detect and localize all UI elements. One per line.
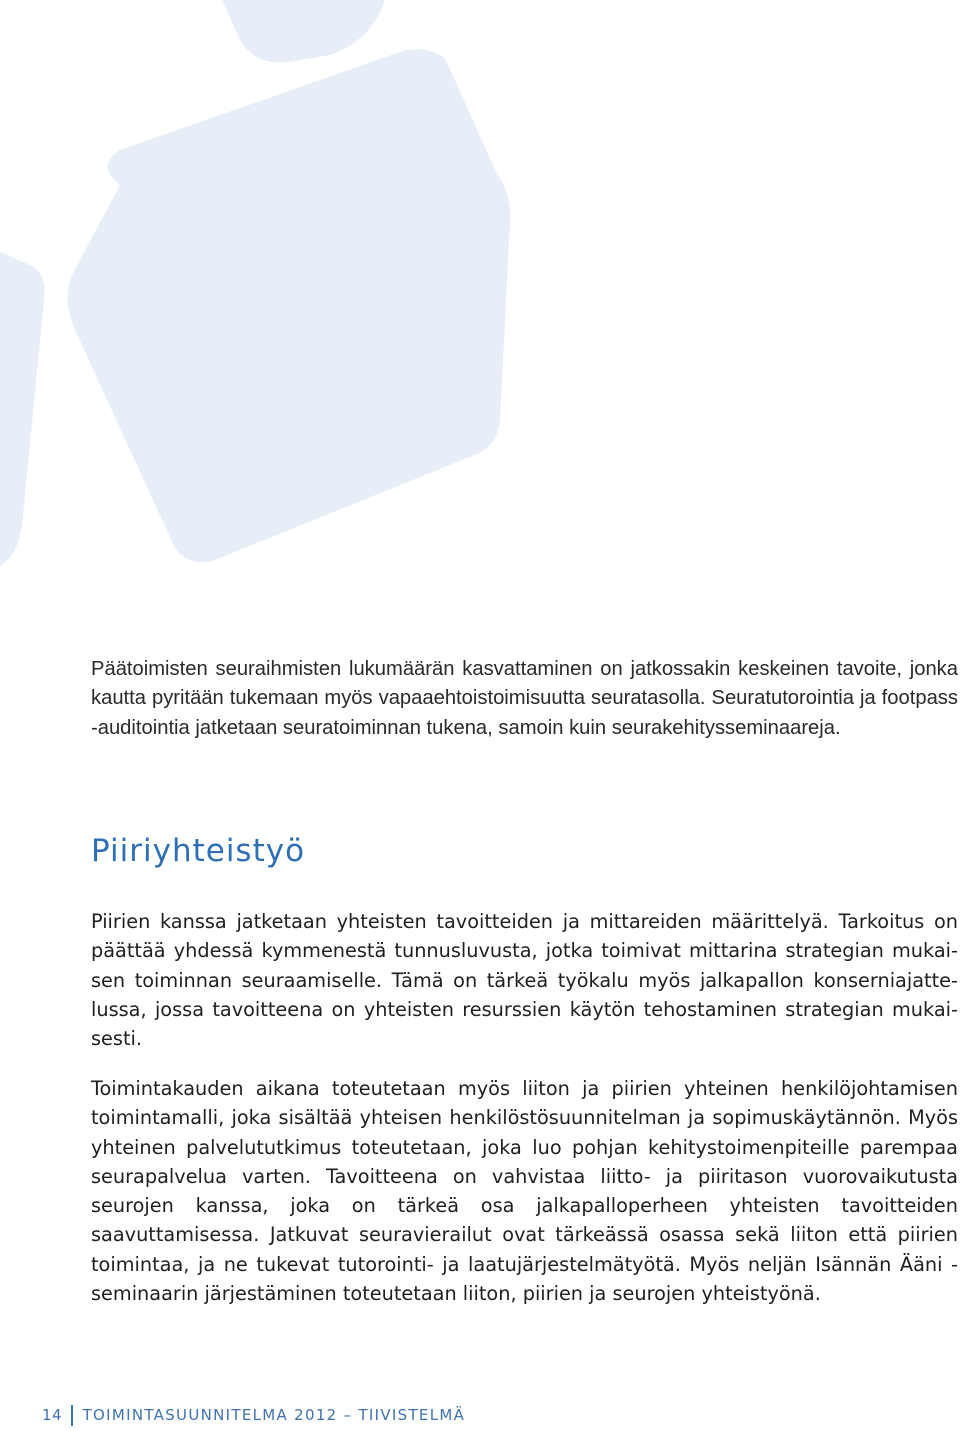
footer-divider: [71, 1405, 73, 1426]
page-number: 14: [42, 1406, 63, 1424]
intro-paragraph: Päätoimisten seuraihmisten lukumäärän kasvattaminen on jatkossakin keskeinen tavoite, jonka kautta pyritään tukemaan myös vapaaehtoistoimisuutta seuratasolla. Seuratutorointia ja footpass -auditointia jatketaan seuratoiminnan tukena, samoin kuin seurakehitysseminaareja.: [91, 658, 958, 739]
decorative-pentagon-shapes: [0, 0, 960, 620]
main-content: [91, 655, 958, 1306]
body-paragraph: Toimintakauden aikana toteutetaan myös liiton ja piirien yhteinen henkilöjohtamisen toimintamalli, joka sisältää yhteisen henkilöstösuunnitelman ja sopimuskäytännön. Myös yhteinen palvelututkimus toteutetaan, joka luo pohjan kehitystoimenpiteille parempaa seurapalvelua varten. Tavoitteena on vahvistaa liitto- ja piiritason vuorovaikutusta seurojen kanssa, joka on tärkeä osa jalkapalloperheen yhteisten tavoitteiden saavuttamisessa. Jatkuvat seuravierailut ovat tärkeässä osassa sekä liiton että piirien toimintaa, ja ne tukevat tutorointi- ja laatujärjestelmätyötä. Myös neljän Isännän Ääni -seminaarin järjestäminen toteutetaan liiton, piirien ja seurojen yhteistyönä.: [91, 1077, 958, 1306]
body-paragraph: Piirien kanssa jatketaan yhteisten tavoitteiden ja mittareiden määrittelyä. Tarkoitus on päättää yhdessä kymmenestä tunnusluvusta, jotka toimivat mittarina strategian mukaisen toiminnan seuraamiselle. Tämä on tärkeä työkalu myös jalkapallon konserniajattelussa, jossa tavoitteena on yhteisten resurssien käytön tehostaminen strategian mukaisesti.: [91, 910, 958, 1051]
pentagon-shape-large: [68, 49, 511, 562]
pentagon-shape-left: [0, 252, 45, 566]
section-heading: Piiriyhteistyö: [91, 833, 306, 869]
pentagon-shape-top: [222, 0, 385, 63]
page-footer: [42, 1404, 465, 1426]
footer-title: TOIMINTASUUNNITELMA 2012 – TIIVISTELMÄ: [82, 1406, 466, 1424]
